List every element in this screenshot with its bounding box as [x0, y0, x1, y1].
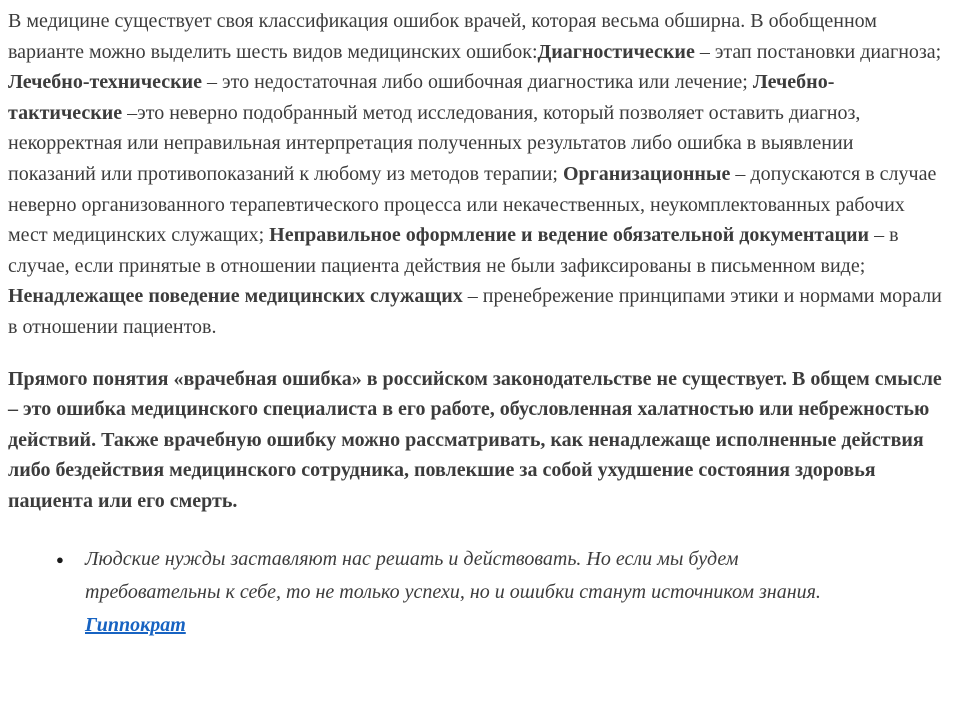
term-documentation: Неправильное оформление и ведение обязательной документации: [269, 224, 870, 247]
term-treatment-tactical: Лечебно-тактические: [8, 71, 835, 124]
paragraph-definition: Прямого понятия «врачебная ошибка» в российском законодательстве не существует. В общем смысле – это ошибка медицинского специалиста в его работе, обусловленная халатностью или небрежностью действий. Также врачебную ошибку можно рассматривать, как ненадлежаще исполненные действия либо бездействия медицинского сотрудника, повлекшие за собой ухудшение состояния здоровья пациента или его смерть.: [8, 367, 942, 512]
paragraph-error-classification: [8, 6, 946, 343]
text-run: – пренебрежение принципами этики и нормами морали в отношении пациентов.: [8, 285, 942, 338]
text-run: – в случае, если принятые в отношении пациента действия не были зафиксированы в письменном виде;: [8, 224, 899, 277]
term-misconduct: Ненадлежащее поведение медицинских служащих: [8, 285, 463, 308]
hippocrates-link[interactable]: Гиппократ: [85, 613, 186, 636]
text-run: – этап постановки диагноза;: [694, 40, 942, 63]
text-run: – это недостаточная либо ошибочная диагностика или лечение;: [202, 71, 753, 94]
quote-text: Людские нужды заставляют нас решать и действовать. Но если мы будем требовательны к себе, то не только успехи, но и ошибки станут источником знания.: [85, 547, 821, 603]
bullet-icon: ●: [56, 551, 64, 567]
term-treatment-technical: Лечебно-технические: [8, 71, 203, 94]
text-run: –это неверно подобранный метод исследования, который позволяет оставить диагноз, некорректная или неправильная интерпретация полученных результатов либо ошибка в выявлении показаний или противопоказаний к любому из методов терапии;: [8, 101, 861, 185]
term-diagnostic: Диагностические: [537, 40, 695, 63]
term-organizational: Организационные: [562, 162, 731, 185]
quote-list-item: [56, 543, 875, 642]
text-run: – допускаются в случае неверно организованного терапевтического процесса или некачественных, неукомплектованных рабочих мест медицинских служащих;: [8, 162, 937, 247]
text-run: В медицине существует своя классификация ошибок врачей, которая весьма обширна. В обобщенном варианте можно выделить шесть видов медицинских ошибок:: [8, 10, 877, 63]
